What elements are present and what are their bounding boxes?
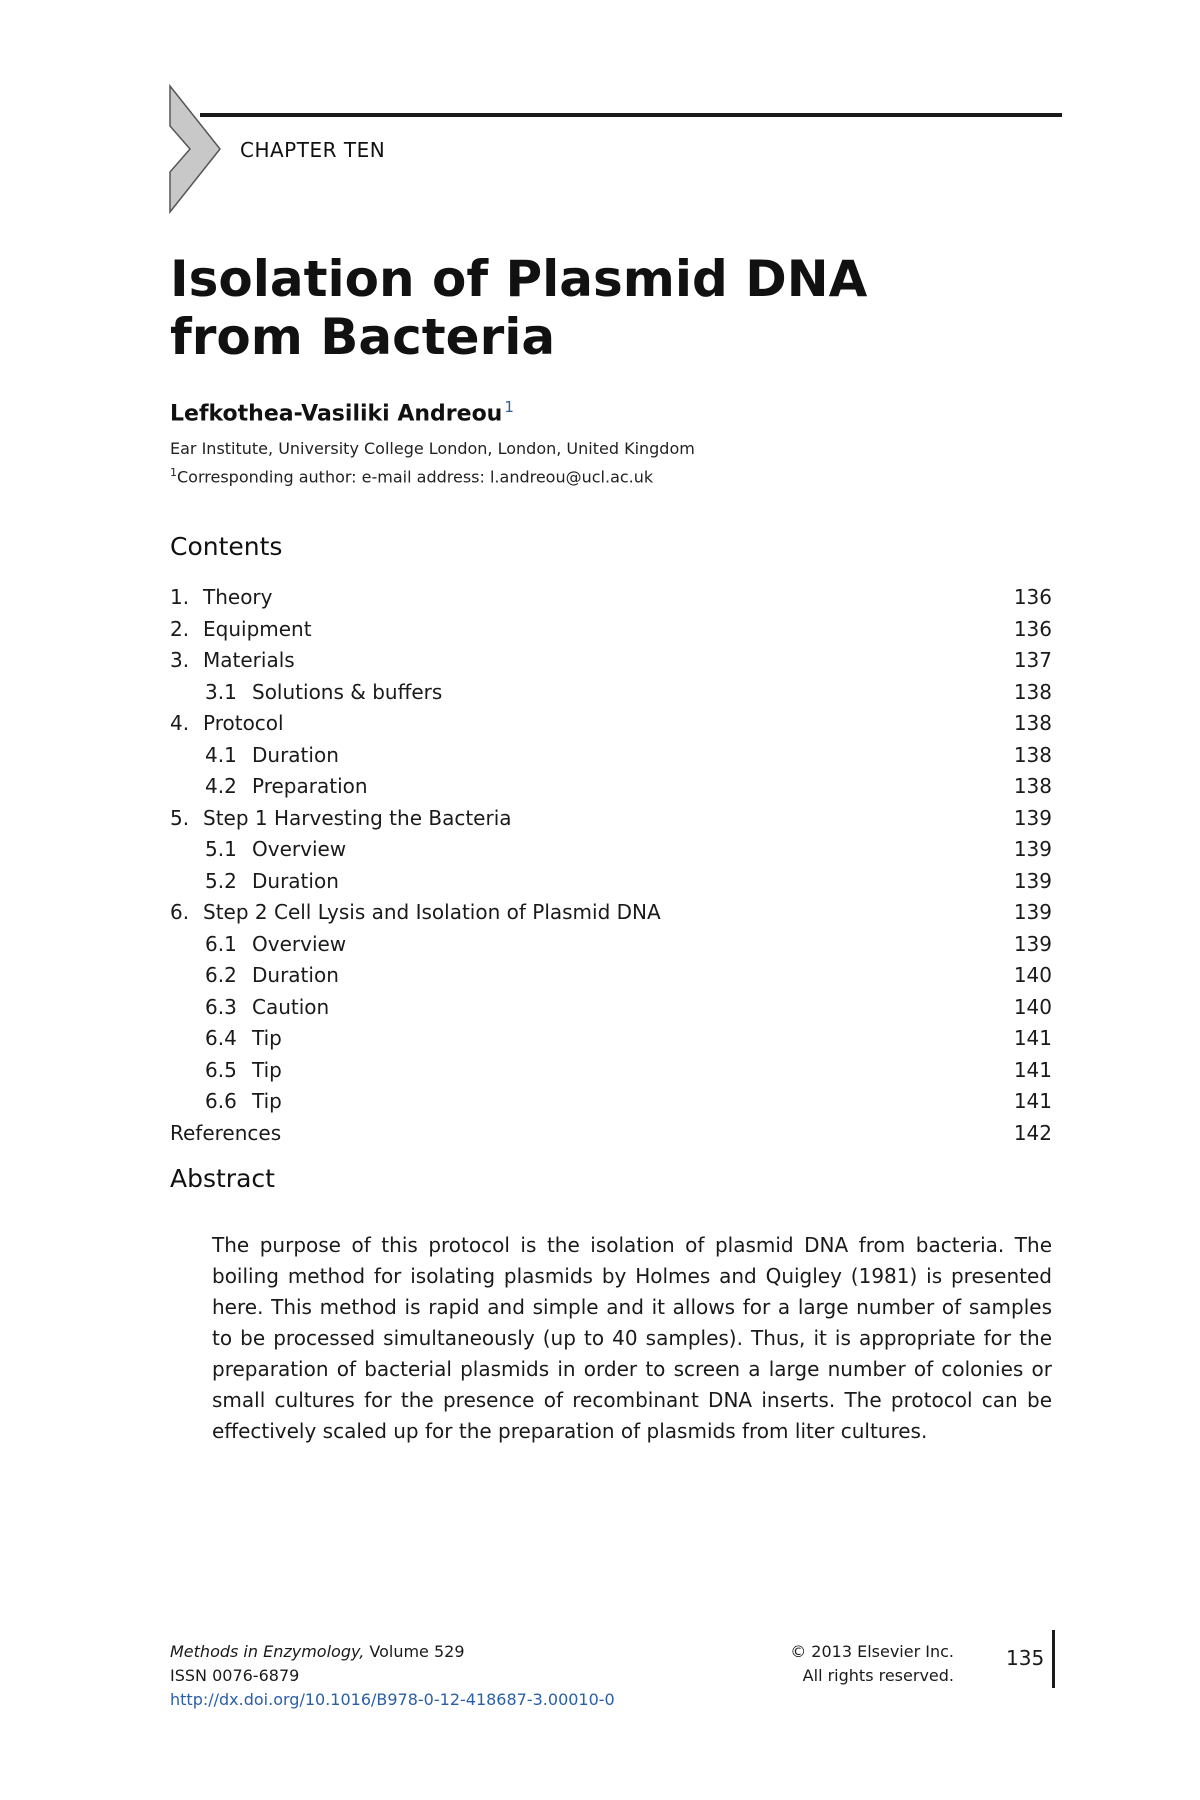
toc-entry-page: 140	[1013, 963, 1052, 987]
toc-entry-label: Tip	[252, 1026, 282, 1050]
toc-entry-number: 6.5	[205, 1057, 237, 1082]
abstract-heading: Abstract	[170, 1164, 275, 1193]
toc-entry-label: Materials	[203, 648, 295, 672]
toc-entry[interactable]	[170, 992, 1052, 1024]
toc-entry-page: 139	[1013, 837, 1052, 861]
chapter-chevron-icon	[168, 84, 228, 214]
toc-entry-number: 6.2	[205, 963, 237, 987]
toc-entry-label: References	[170, 1120, 282, 1145]
toc-entry-page: 139	[1013, 900, 1052, 924]
toc-entry-page: 138	[1013, 679, 1052, 704]
toc-entry-number: 4.	[170, 711, 190, 735]
toc-entry-number: 6.1	[205, 931, 237, 956]
chapter-rule	[200, 113, 1062, 117]
toc-entry[interactable]	[170, 677, 1052, 709]
toc-entry-number: 4.1	[205, 742, 237, 767]
toc-entry[interactable]	[170, 1118, 1052, 1150]
toc-entry-page: 140	[1013, 994, 1052, 1019]
footer-rights-line: All rights reserved.	[802, 1666, 954, 1685]
toc-entry-page: 141	[1013, 1057, 1052, 1082]
footer-copyright	[790, 1640, 954, 1688]
footer-issn: ISSN 0076-6879	[170, 1666, 300, 1685]
page-number: 135	[1006, 1646, 1045, 1670]
toc-entry-label: Step 2 Cell Lysis and Isolation of Plasmid DNA	[203, 900, 661, 924]
footer-journal: Methods in Enzymology,	[170, 1642, 365, 1661]
author	[170, 398, 514, 426]
toc-entry-page: 136	[1013, 585, 1052, 609]
toc-entry-page: 139	[1013, 868, 1052, 893]
page-number-rule	[1052, 1630, 1055, 1688]
toc-entry[interactable]	[170, 771, 1052, 803]
chapter-title-line-1: Isolation of Plasmid DNA	[170, 250, 868, 308]
toc-entry-number: 3.	[170, 648, 190, 672]
toc-entry[interactable]	[170, 929, 1052, 961]
toc-entry-label: Duration	[252, 868, 339, 893]
toc-entry-label: Solutions & buffers	[252, 679, 443, 704]
contents-heading: Contents	[170, 532, 283, 561]
toc-entry-label: Tip	[252, 1057, 282, 1082]
toc-entry-label: Theory	[203, 585, 273, 609]
toc-entry-number: 3.1	[205, 679, 237, 704]
toc-entry-page: 141	[1013, 1089, 1052, 1113]
chapter-title-line-2: from Bacteria	[170, 308, 556, 366]
footer-doi-link[interactable]: http://dx.doi.org/10.1016/B978-0-12-418687-3.00010-0	[170, 1690, 615, 1709]
toc-entry-label: Equipment	[203, 616, 312, 641]
toc-entry-page: 137	[1013, 648, 1052, 672]
toc-entry[interactable]	[170, 1086, 1052, 1118]
footer-volume: Volume 529	[369, 1642, 465, 1661]
corresponding-text: Corresponding author: e-mail address: l.andreou@ucl.ac.uk	[177, 467, 654, 487]
toc-entry[interactable]	[170, 708, 1052, 740]
toc-entry[interactable]	[170, 897, 1052, 929]
toc-entry[interactable]	[170, 834, 1052, 866]
toc-entry[interactable]	[170, 803, 1052, 835]
toc-entry-number: 5.1	[205, 837, 237, 861]
author-footnote-marker[interactable]: 1	[504, 398, 514, 416]
toc-entry-number: 5.	[170, 805, 190, 830]
toc-entry-label: Duration	[252, 742, 339, 767]
toc-entry-number: 5.2	[205, 868, 237, 893]
footer-journal-line	[170, 1640, 615, 1664]
chapter-label: CHAPTER TEN	[240, 138, 386, 162]
toc-entry[interactable]	[170, 582, 1052, 614]
author-name: Lefkothea-Vasiliki Andreou	[170, 401, 503, 427]
toc-entry-page: 142	[1013, 1120, 1052, 1145]
chapter-title	[170, 250, 1050, 366]
toc-entry-label: Caution	[252, 994, 330, 1019]
toc-entry[interactable]	[170, 960, 1052, 992]
toc-entry-page: 139	[1013, 805, 1052, 830]
toc-entry-page: 136	[1013, 616, 1052, 641]
footer-publication-info	[170, 1640, 615, 1712]
toc-entry-label: Duration	[252, 963, 339, 987]
toc-entry-number: 6.6	[205, 1089, 237, 1113]
affiliation	[170, 437, 695, 489]
footer-copyright-line: © 2013 Elsevier Inc.	[790, 1642, 954, 1661]
toc-entry-label: Protocol	[203, 711, 284, 735]
toc-entry-page: 138	[1013, 774, 1052, 798]
corresponding-marker: 1	[170, 466, 177, 479]
toc-entry-label: Tip	[252, 1089, 282, 1113]
toc-entry-label: Preparation	[252, 774, 368, 798]
toc-entry-number: 6.4	[205, 1026, 237, 1050]
toc-entry-page: 138	[1013, 711, 1052, 735]
toc-entry-label: Overview	[252, 931, 347, 956]
toc-entry-number: 4.2	[205, 774, 237, 798]
abstract-text: The purpose of this protocol is the isolation of plasmid DNA from bacteria. The boiling method for isolating plasmids by Holmes and Quigley (1981) is presented here. This method is rapid and simple and it allows for a large number of samples to be processed simultaneously (up to 40 samples). Thus, it is appropriate for the preparation of bacterial plasmids in order to screen a large number of colonies or small cultures for the presence of recombinant DNA inserts. The protocol can be effectively scaled up for the preparation of plasmids from liter cultures.	[212, 1233, 1052, 1443]
toc-entry-label: Step 1 Harvesting the Bacteria	[203, 805, 512, 830]
toc-entry[interactable]	[170, 614, 1052, 646]
toc-entry-number: 6.	[170, 900, 190, 924]
toc-entry[interactable]	[170, 1055, 1052, 1087]
toc-entry[interactable]	[170, 866, 1052, 898]
toc-entry-number: 1.	[170, 585, 190, 609]
toc-entry-label: Overview	[252, 837, 347, 861]
toc-entry[interactable]	[170, 645, 1052, 677]
toc-entry-page: 139	[1013, 931, 1052, 956]
toc-entry[interactable]	[170, 1023, 1052, 1055]
toc-entry-number: 6.3	[205, 994, 237, 1019]
corresponding-author	[170, 461, 695, 489]
toc-entry-page: 138	[1013, 742, 1052, 767]
toc-entry-number: 2.	[170, 616, 190, 641]
toc-entry-page: 141	[1013, 1026, 1052, 1050]
table-of-contents	[170, 582, 1052, 1149]
affiliation-institution: Ear Institute, University College London, London, United Kingdom	[170, 439, 695, 458]
toc-entry[interactable]	[170, 740, 1052, 772]
